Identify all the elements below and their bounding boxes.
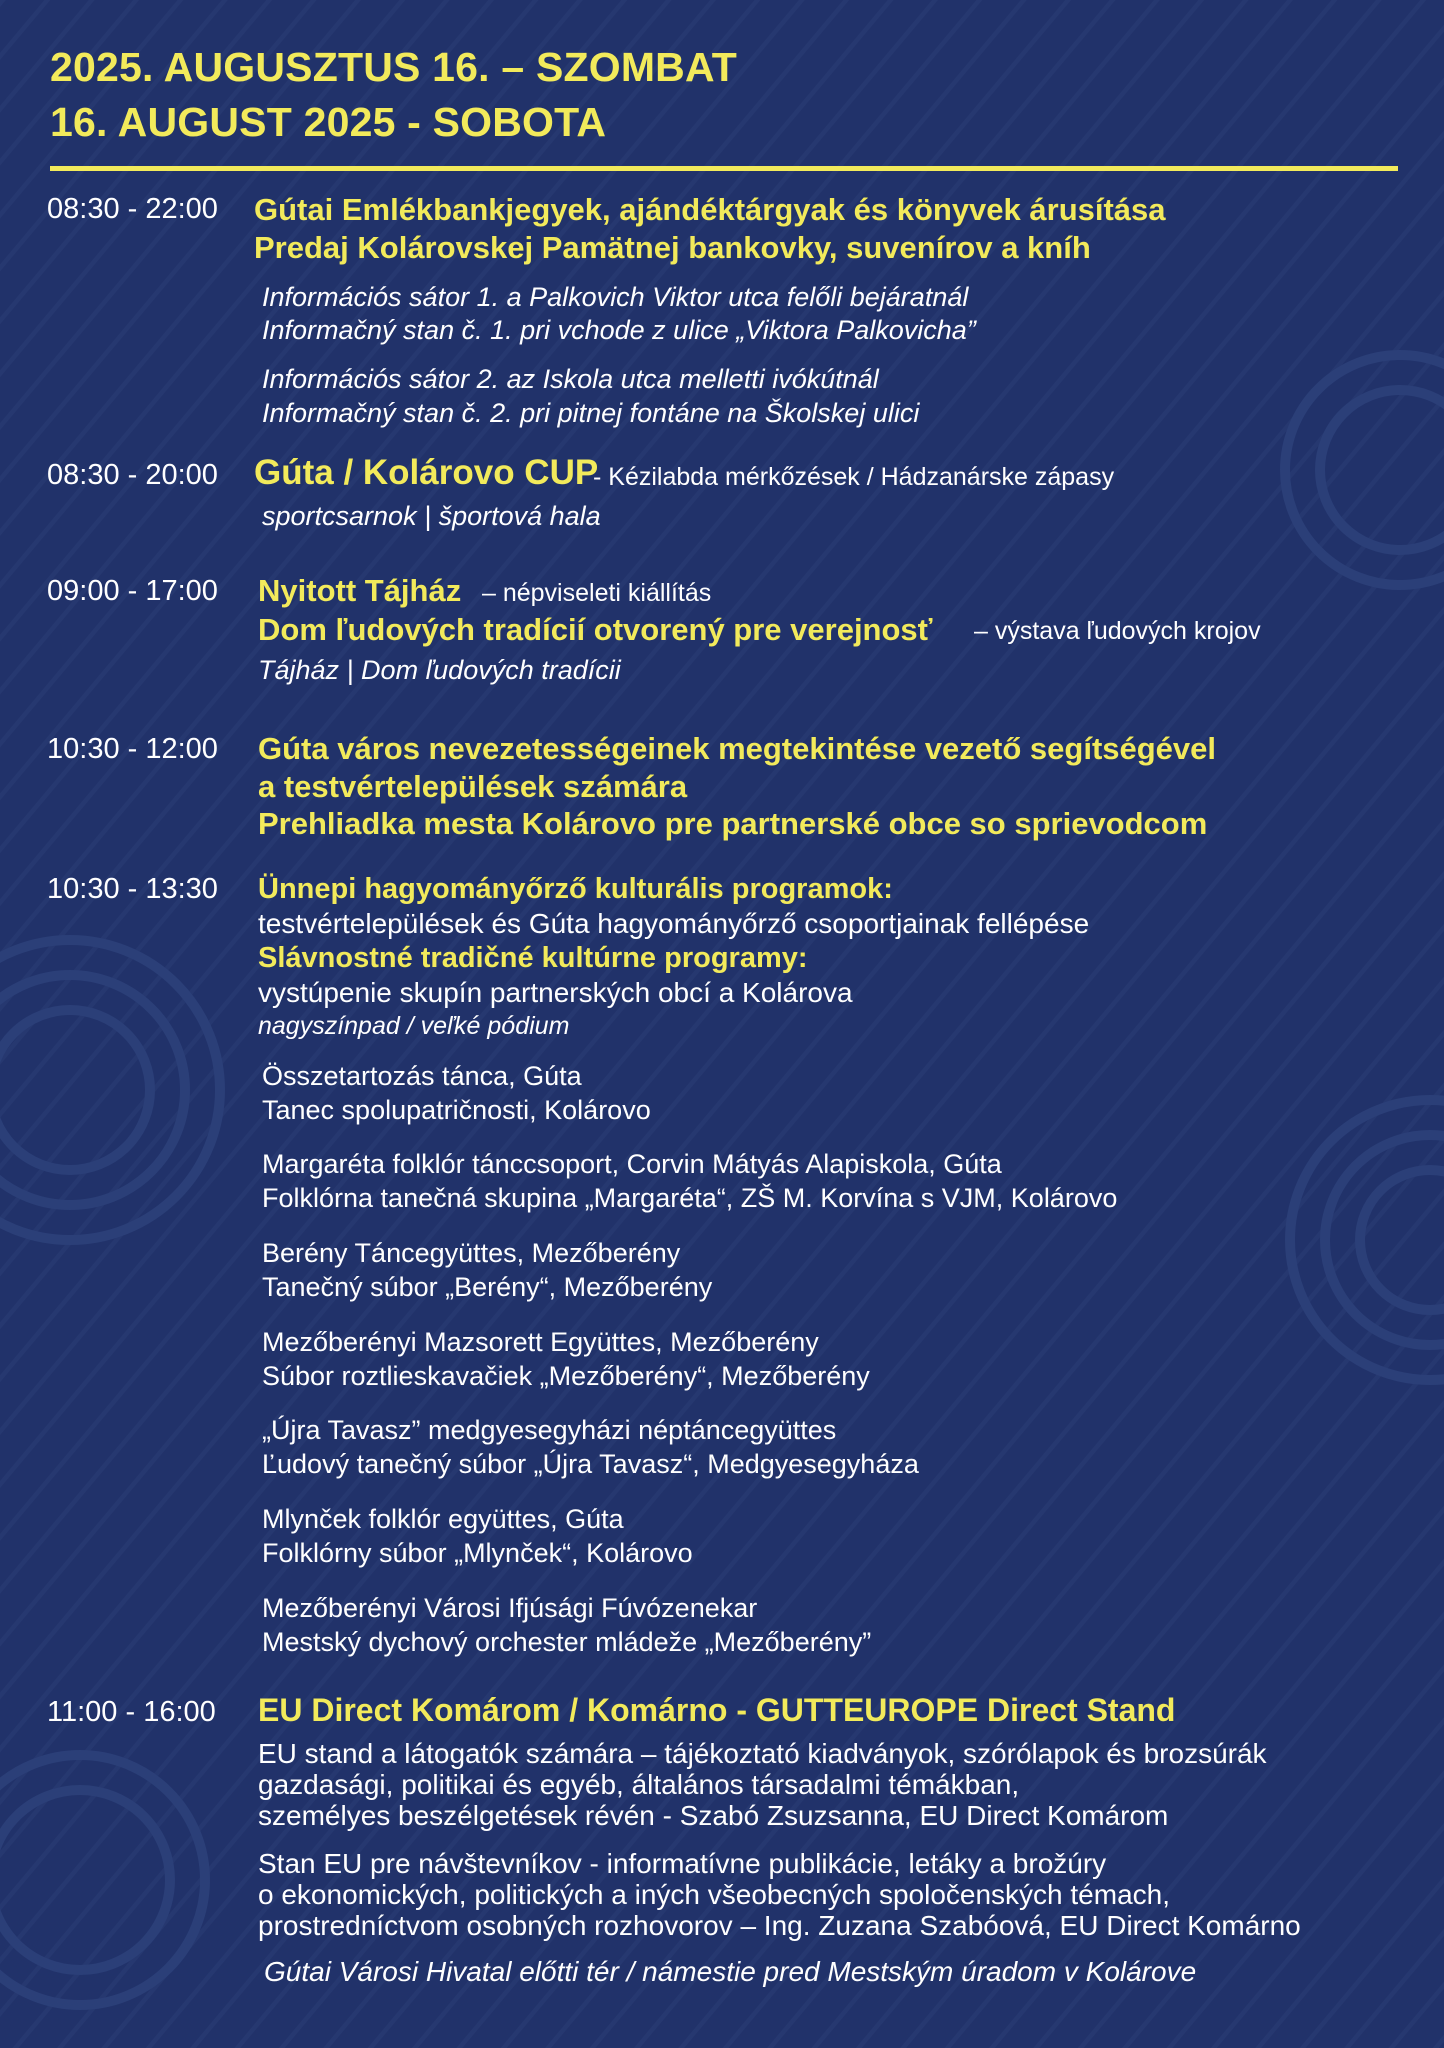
event-title-sk: Dom ľudových tradícií otvorený pre verejnosť (258, 612, 933, 647)
performer-name-hu: „Újra Tavasz” medgyesegyházi néptáncegyüttes (262, 1415, 837, 1445)
event-description-sk: prostredníctvom osobných rozhovorov – Ing. Zuzana Szabóová, EU Direct Komárno (258, 1910, 1301, 1941)
event-location: nagyszínpad / veľké pódium (258, 1012, 570, 1040)
event-time: 11:00 - 16:00 (47, 1696, 216, 1728)
date-heading-hu: 2025. AUGUSZTUS 16. – SZOMBAT (50, 44, 738, 90)
event-title-sk: Predaj Kolárovskej Pamätnej bankovky, suvenírov a kníh (254, 230, 1091, 265)
event-title-line: a testvértelepülések számára (258, 769, 688, 804)
event-description-hu: EU stand a látogatók számára – tájékoztató kiadványok, szórólapok és brozsúrák (258, 1738, 1267, 1769)
performer-name-hu: Mezőberényi Mazsorett Együttes, Mezőberény (262, 1327, 819, 1357)
event-description-hu: személyes beszélgetések révén - Szabó Zsuzsanna, EU Direct Komárom (258, 1800, 1169, 1831)
event-location: Informačný stan č. 1. pri vchode z ulice „Viktora Palkovicha” (262, 315, 976, 345)
performer-name-sk: Folklórny súbor „Mlynček“, Kolárovo (262, 1538, 693, 1568)
event-description-hu: testvértelepülések és Gúta hagyományőrző csoportjainak fellépése (258, 908, 1090, 939)
event-title-hu: Ünnepi hagyományőrző kulturális programok: (258, 873, 893, 905)
event-title-hu: Nyitott Tájház (258, 573, 462, 608)
performer-name-sk: Súbor roztlieskavačiek „Mezőberény“, Mezőberény (262, 1361, 870, 1391)
event-description-sk: vystúpenie skupín partnerských obcí a Kolárova (258, 977, 853, 1008)
event-time: 08:30 - 22:00 (47, 193, 218, 225)
event-time: 10:30 - 13:30 (47, 873, 218, 905)
event-title-sk: Slávnostné tradičné kultúrne programy: (258, 942, 808, 974)
event-location: Információs sátor 2. az Iskola utca melletti ivókútnál (262, 364, 879, 394)
event-location: Gútai Városi Hivatal előtti tér / námestie pred Mestským úradom v Kolárove (264, 1956, 1197, 1987)
event-location: Tájház | Dom ľudových tradícii (258, 655, 621, 685)
performer-name-sk: Mestský dychový orchester mládeže „Mezőberény” (262, 1627, 872, 1657)
event-description-hu: gazdasági, politikai és egyéb, általános társadalmi témákban, (258, 1769, 1020, 1800)
event-title: Gúta / Kolárovo CUP (254, 453, 599, 492)
performer-name-hu: Mlynček folklór együttes, Gúta (262, 1504, 624, 1534)
event-location: Informačný stan č. 2. pri pitnej fontáne na Školskej ulici (262, 398, 920, 428)
event-location: Információs sátor 1. a Palkovich Viktor utca felőli bejáratnál (262, 282, 969, 312)
performer-name-hu: Margaréta folklór tánccsoport, Corvin Mátyás Alapiskola, Gúta (262, 1149, 1002, 1179)
date-heading-sk: 16. AUGUST 2025 - SOBOTA (50, 99, 607, 145)
header-divider (50, 166, 1398, 171)
event-subtitle: - Kézilabda mérkőzések / Hádzanárske zápasy (593, 463, 1115, 491)
event-title-line: Gúta város nevezetességeinek megtekintése vezető segítségével (258, 731, 1217, 766)
event-time: 08:30 - 20:00 (47, 459, 218, 491)
performer-name-hu: Mezőberényi Városi Ifjúsági Fúvózenekar (262, 1593, 758, 1623)
event-subtitle-sk: – výstava ľudových krojov (974, 617, 1261, 645)
performer-name-sk: Ľudový tanečný súbor „Újra Tavasz“, Medgyesegyháza (262, 1449, 919, 1479)
event-description-sk: Stan EU pre návštevníkov - informatívne publikácie, letáky a brožúry (258, 1848, 1107, 1879)
performer-name-sk: Tanec spolupatričnosti, Kolárovo (262, 1095, 651, 1125)
performer-name-sk: Tanečný súbor „Berény“, Mezőberény (262, 1272, 713, 1302)
event-title-line: Prehliadka mesta Kolárovo pre partnerské obce so sprievodcom (258, 806, 1208, 841)
event-title: EU Direct Komárom / Komárno - GUTTEUROPE Direct Stand (258, 1692, 1176, 1728)
performer-name-hu: Összetartozás tánca, Gúta (262, 1061, 582, 1091)
event-location: sportcsarnok | športová hala (262, 501, 601, 531)
event-title-hu: Gútai Emlékbankjegyek, ajándéktárgyak és könyvek árusítása (254, 192, 1166, 227)
event-description-sk: o ekonomických, politických a iných všeobecných spoločenských témach, (258, 1879, 1170, 1910)
event-subtitle-hu: – népviseleti kiállítás (482, 579, 712, 607)
performer-name-sk: Folklórna tanečná skupina „Margaréta“, ZŠ M. Korvína s VJM, Kolárovo (262, 1183, 1118, 1213)
event-time: 10:30 - 12:00 (47, 733, 218, 765)
performer-name-hu: Berény Táncegyüttes, Mezőberény (262, 1238, 681, 1268)
event-time: 09:00 - 17:00 (47, 575, 218, 607)
